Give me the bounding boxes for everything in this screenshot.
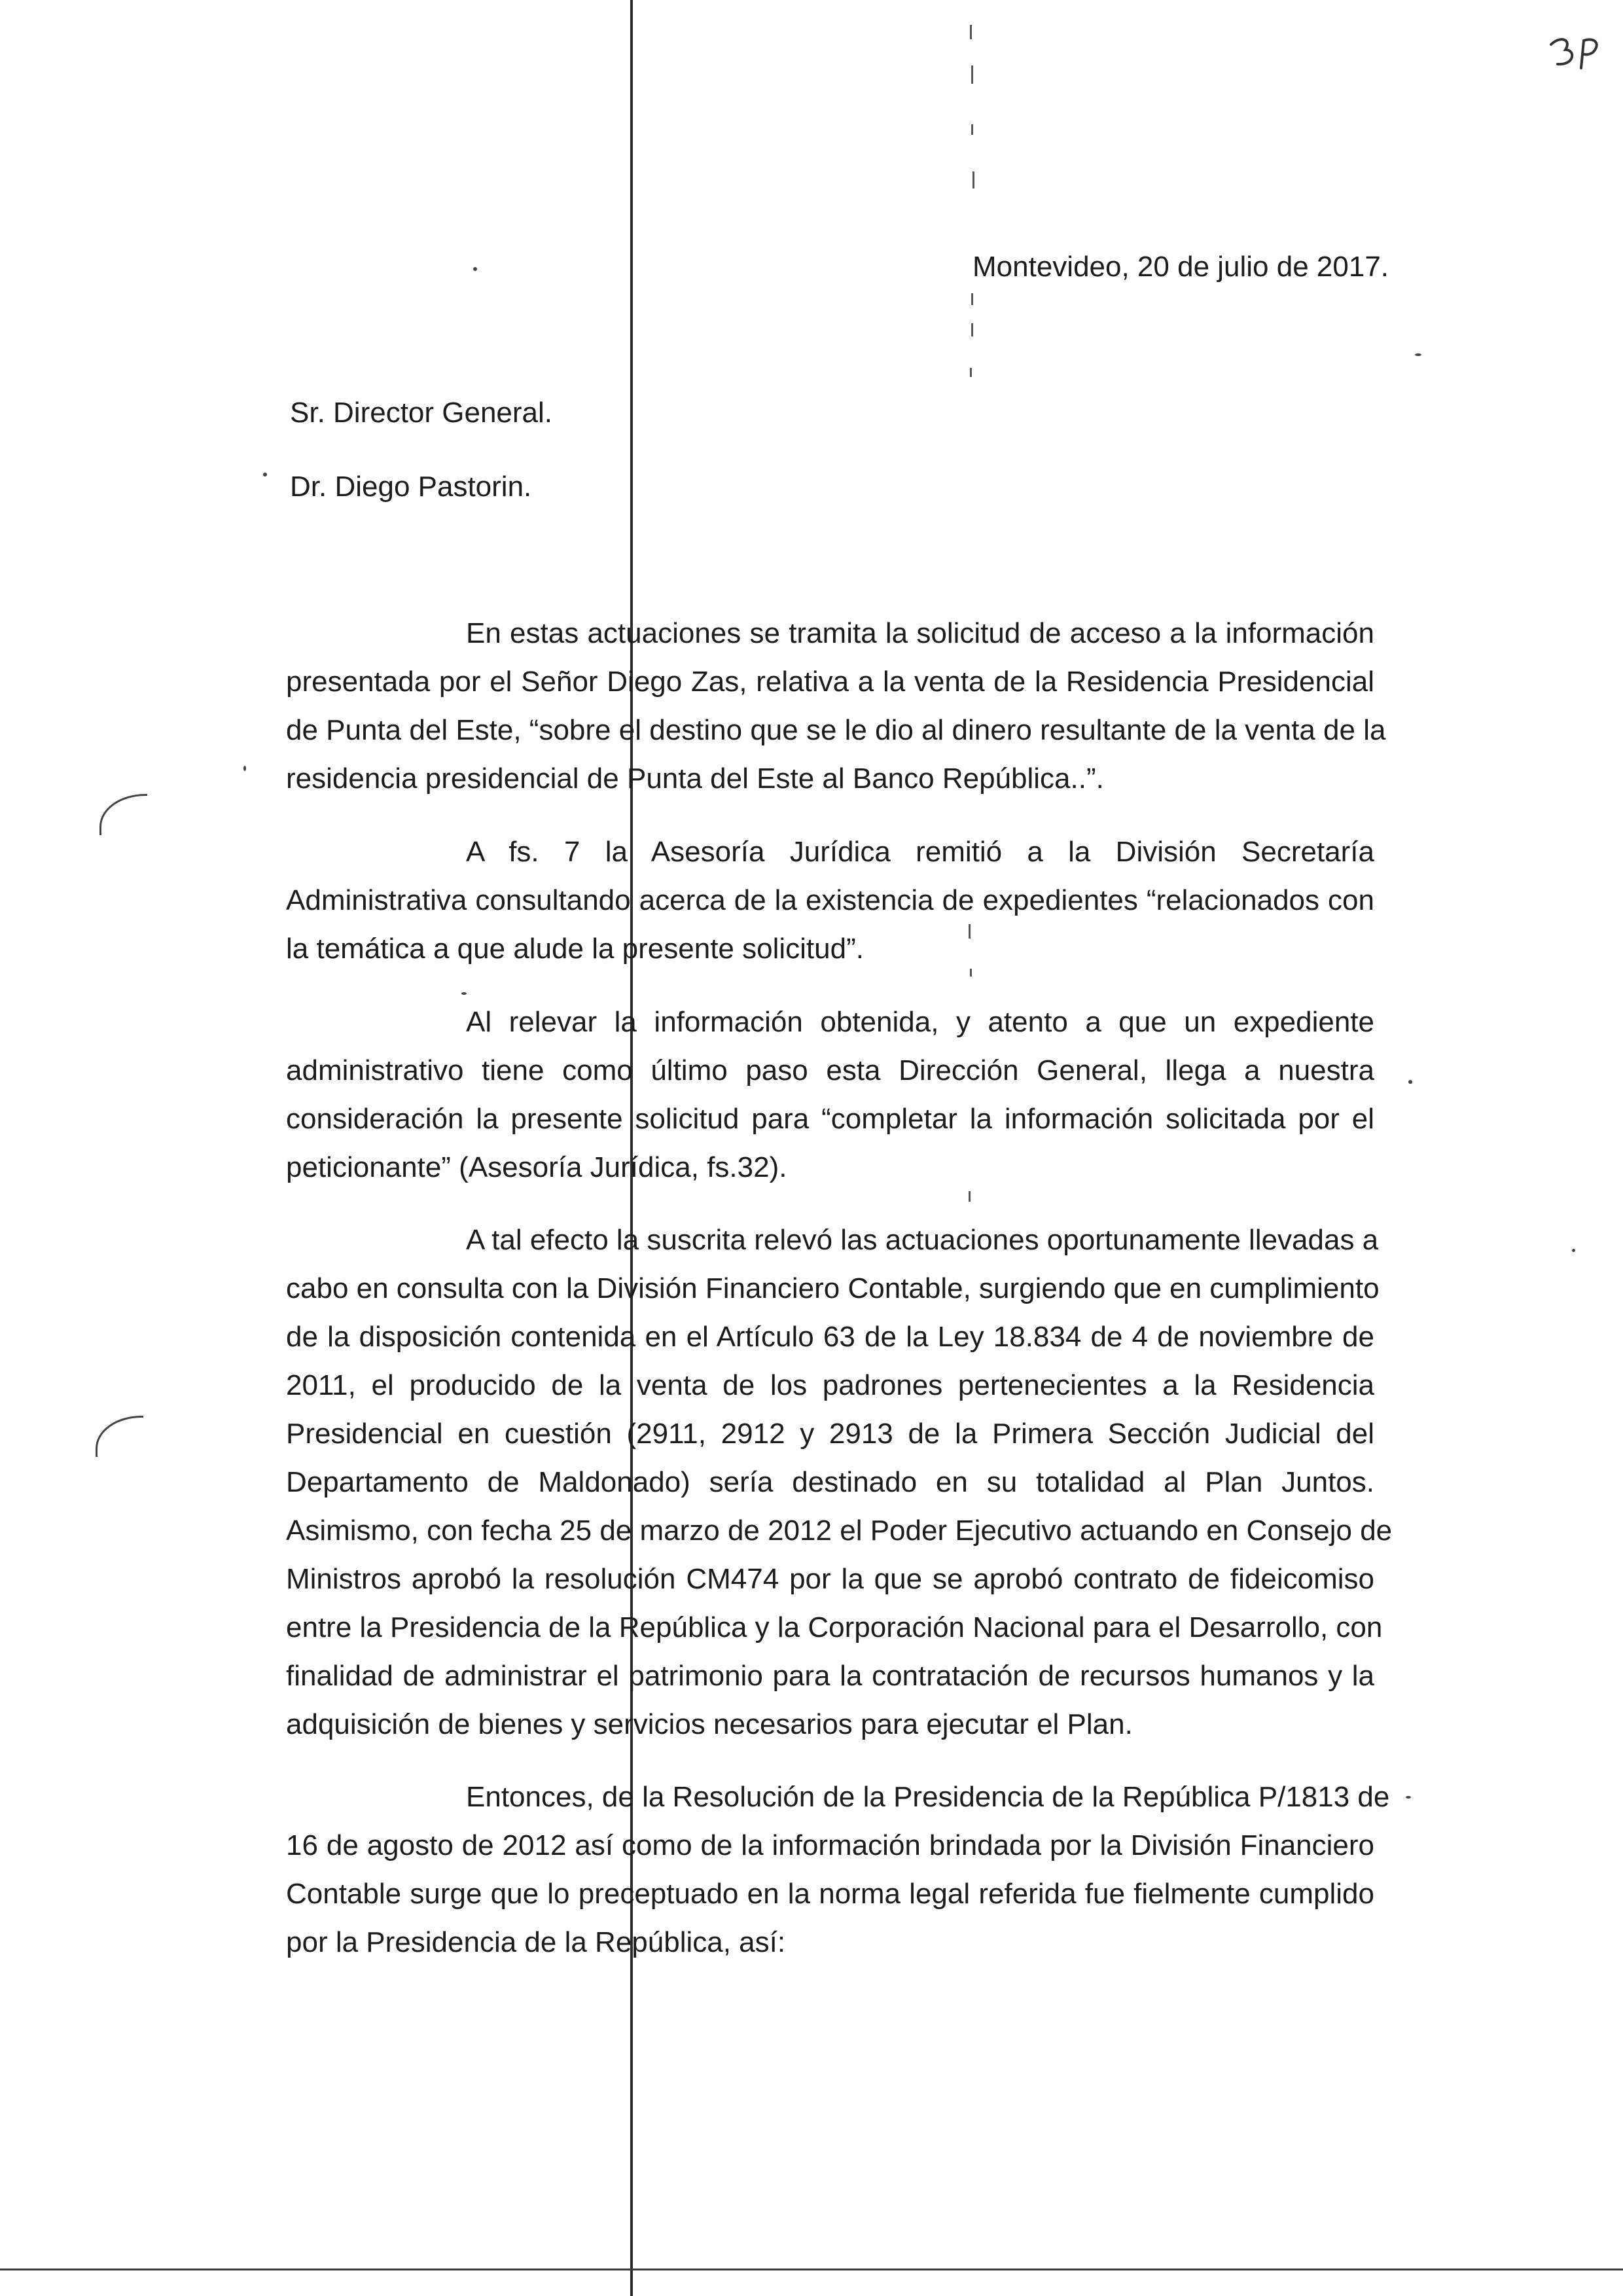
scan-speck (972, 171, 974, 188)
paragraph-line: Presidencial en cuestión (2911, 2912 y 2913 de la Primera Sección Judicial del (286, 1418, 1374, 1450)
paragraph-line: Al relevar la información obtenida, y atento a que un expediente (466, 1006, 1374, 1038)
scan-speck (263, 473, 267, 476)
scan-speck (473, 267, 477, 271)
paragraph-line: entre la Presidencia de la República y la Corporación Nacional para el Desarrollo, con (286, 1611, 1383, 1643)
paragraph-line: de la disposición contenida en el Artículo 63 de la Ley 18.834 de 4 de noviembre de (286, 1321, 1374, 1353)
paragraph-line: Asimismo, con fecha 25 de marzo de 2012 el Poder Ejecutivo actuando en Consejo de (286, 1515, 1393, 1547)
paragraph-line: A tal efecto la suscrita relevó las actuaciones oportunamente llevadas a (466, 1224, 1379, 1256)
letter-date: Montevideo, 20 de julio de 2017. (972, 251, 1389, 283)
paragraph-line: residencia presidencial de Punta del Este al Banco República..”. (286, 762, 1104, 795)
scan-speck (971, 293, 973, 305)
paragraph-line: adquisición de bienes y servicios necesarios para ejecutar el Plan. (286, 1708, 1133, 1740)
margin-mark (96, 1416, 143, 1457)
paragraph-line: por la Presidencia de la República, así: (286, 1926, 786, 1958)
paragraph-line: Ministros aprobó la resolución CM474 por la que se aprobó contrato de fideicomiso (286, 1563, 1374, 1595)
scan-speck (971, 323, 973, 336)
scan-speck (1572, 1249, 1575, 1252)
scan-bottom-edge (0, 2269, 1623, 2270)
paragraph-line: finalidad de administrar el patrimonio para la contratación de recursos humanos y la (286, 1660, 1374, 1692)
paragraph-line: A fs. 7 la Asesoría Jurídica remitió a la División Secretaría (466, 836, 1374, 868)
scan-speck (461, 992, 467, 995)
addressee-name: Dr. Diego Pastorin. (290, 471, 532, 503)
paragraph-line: Entonces, de la Resolución de la Presidencia de la República P/1813 de (466, 1781, 1390, 1813)
scan-speck (243, 766, 246, 771)
handwritten-mark-icon (1546, 31, 1605, 77)
scan-speck (1408, 1080, 1412, 1084)
paragraph-line: Administrativa consultando acerca de la existencia de expedientes “relacionados con (286, 884, 1374, 916)
addressee-title: Sr. Director General. (290, 397, 553, 429)
paragraph-line: la temática a que alude la presente solicitud”. (286, 933, 864, 965)
paragraph-line: En estas actuaciones se tramita la solicitud de acceso a la información (466, 617, 1374, 649)
paragraph-line: de Punta del Este, “sobre el destino que se le dio al dinero resultante de la venta de la (286, 714, 1386, 746)
paragraph-line: consideración la presente solicitud para “completar la información solicitada por el (286, 1103, 1374, 1135)
scan-speck (969, 1191, 971, 1202)
paragraph-line: cabo en consulta con la División Financiero Contable, surgiendo que en cumplimiento (286, 1272, 1380, 1304)
scan-speck (970, 25, 972, 39)
paragraph-line: peticionante” (Asesoría Jurídica, fs.32). (286, 1151, 787, 1183)
paragraph-line: 16 de agosto de 2012 así como de la información brindada por la División Financiero (286, 1829, 1374, 1861)
scan-speck (970, 969, 972, 977)
paragraph-line: administrativo tiene como último paso esta Dirección General, llega a nuestra (286, 1054, 1374, 1086)
paragraph-line: 2011, el producido de la venta de los padrones pertenecientes a la Residencia (286, 1369, 1374, 1401)
margin-mark (99, 794, 147, 835)
paragraph-line: Contable surge que lo preceptuado en la norma legal referida fue fielmente cumplido (286, 1878, 1374, 1910)
scan-speck (971, 124, 973, 135)
scan-speck (1406, 1796, 1411, 1799)
paragraph-line: presentada por el Señor Diego Zas, relativa a la venta de la Residencia Presidencial (286, 666, 1374, 698)
paragraph-line: Departamento de Maldonado) sería destinado en su totalidad al Plan Juntos. (286, 1466, 1374, 1498)
scan-speck (970, 368, 972, 377)
scan-speck (971, 65, 973, 84)
scan-speck (1415, 353, 1421, 356)
